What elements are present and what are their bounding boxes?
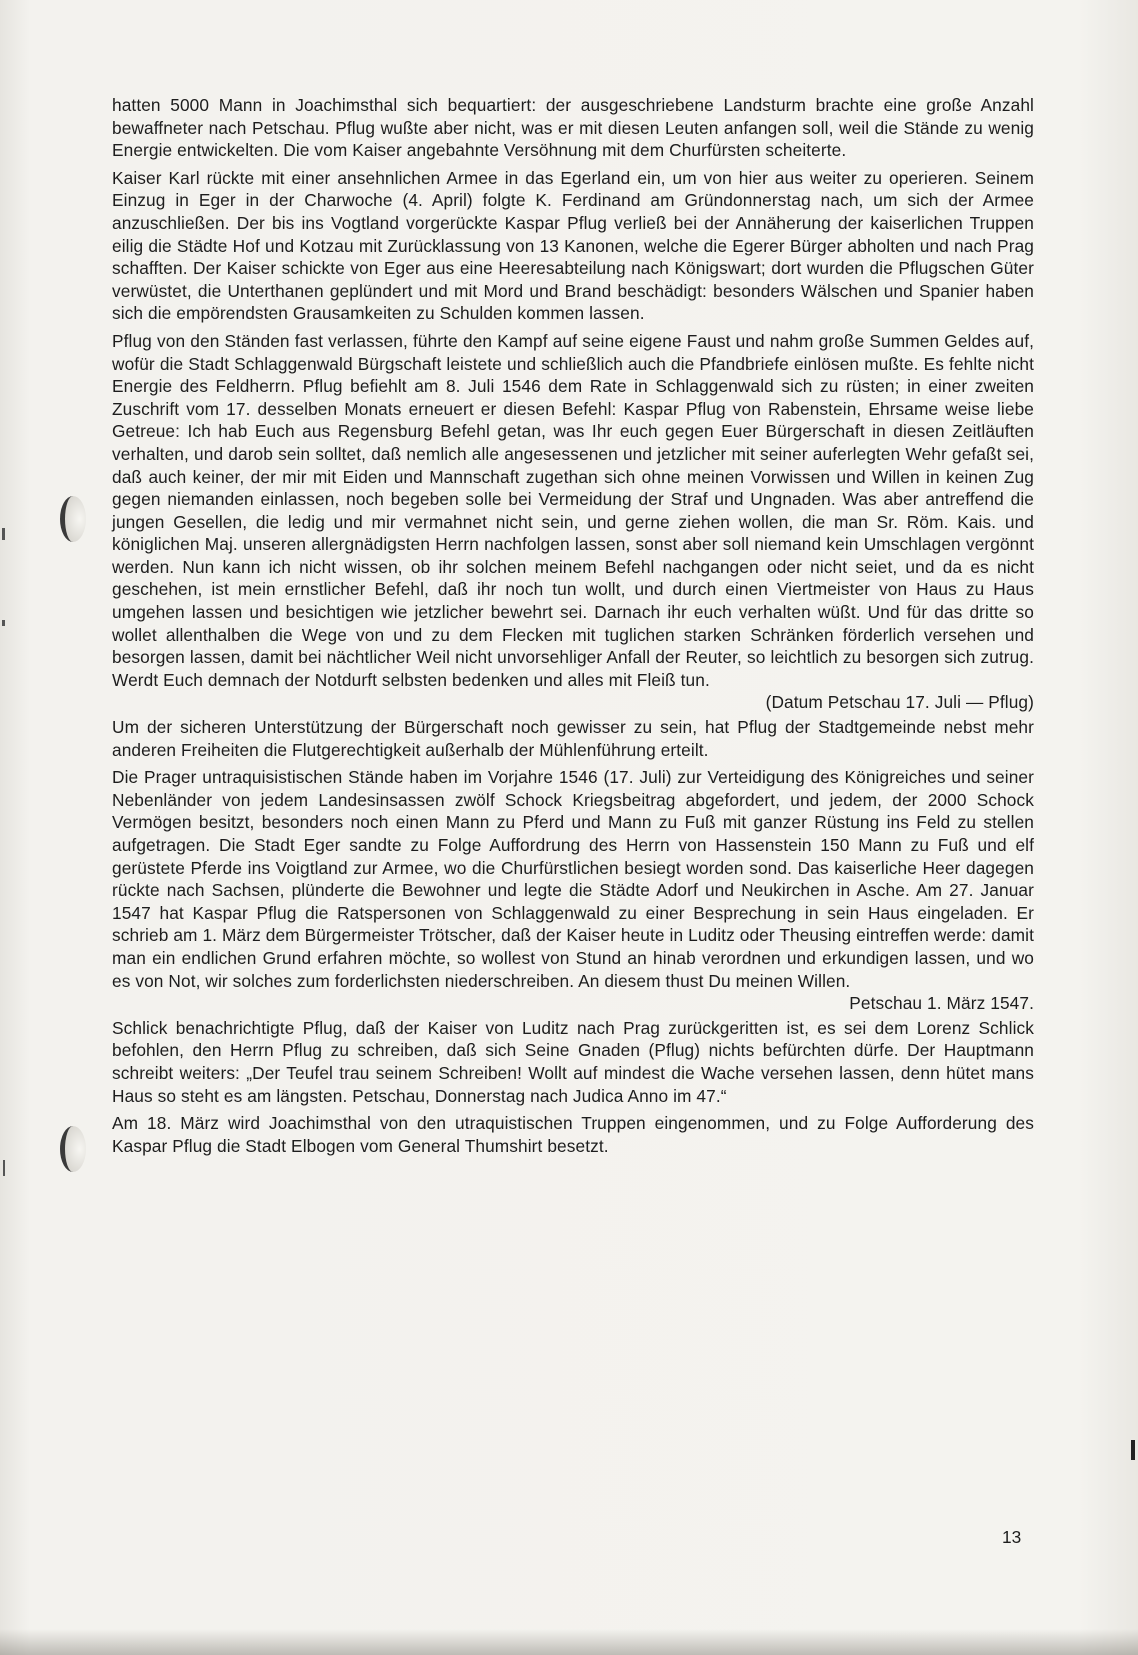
paragraph: Schlick benachrichtigte Pflug, daß der Kaiser von Luditz nach Prag zurückgeritten ist, es sei dem Lorenz Schlick befohlen, den Herrn Pflug zu schreiben, daß sich Seine Gnaden (Pflug) nichts befürchten dürfe. Der Hauptmann schreibt weiters: „Der Teufel trau seinem Schreiben! Wollt auf mindest die Wache versehen lassen, denn hütet mans Haus so steht es am längsten. Petschau, Donnerstag nach Judica Anno im 47.“ <box>112 1017 1034 1106</box>
binder-hole-icon <box>60 496 86 542</box>
edge-mark <box>2 620 5 626</box>
document-body <box>112 94 1034 1162</box>
page-edge-shadow <box>0 1629 1138 1655</box>
edge-mark <box>3 1160 5 1176</box>
edge-mark <box>2 528 5 540</box>
letter-signature: Petschau 1. März 1547. <box>849 993 1034 1014</box>
paragraph: Die Prager untraquisistischen Stände haben im Vorjahre 1546 (17. Juli) zur Verteidigung des Königreiches und seiner Nebenländer von jedem Landesinsassen zwölf Schock Kriegsbeitrag abgefordert, und jedem, der 2000 Schock Vermögen besitzt, besonders noch einen Mann zu Pferd und Mann zu Fuß mit ganzer Rüstung ins Feld zu stellen aufgetragen. Die Stadt Eger sandte zu Folge Auffordrung des Herrn von Hassenstein 150 Mann zu Fuß und elf gerüstete Pferde ins Voigtland zur Armee, wo die Churfürstlichen besiegt worden sond. Das kaiserliche Heer dagegen rückte nach Sachsen, plünderte die Bewohner und legte die Städte Adorf und Neukirchen in Asche. Am 27. Januar 1547 hat Kaspar Pflug die Ratspersonen von Schlaggenwald zu einer Besprechung in sein Haus eingeladen. Er schrieb am 1. März dem Bürgermeister Trötscher, daß der Kaiser heute in Luditz oder Theusing eintreffen werde: damit man ein endlichen Grund erfahren möchte, so wollest von Stund an hinab verordnen und erkundigen lassen, und wo es von Not, wir solches zum forderlichsten niederschreiben. An diesem thust Du meinen Willen. <box>112 767 1034 991</box>
letter-signature: (Datum Petschau 17. Juli — Pflug) <box>765 692 1034 713</box>
page-number: 13 <box>1002 1527 1022 1547</box>
paragraph: Um der sicheren Unterstützung der Bürgerschaft noch gewisser zu sein, hat Pflug der Stadtgemeinde nebst mehr anderen Freiheiten die Flutgerechtigkeit außerhalb der Mühlenführung erteilt. <box>112 717 1034 760</box>
paragraph: Kaiser Karl rückte mit einer ansehnlichen Armee in das Egerland ein, um von hier aus weiter zu operieren. Seinem Einzug in Eger in der Charwoche (4. April) folgte K. Ferdinand am Gründonnerstag nach, um sich der Armee anzuschließen. Der bis ins Vogtland vorgerückte Kaspar Pflug verließ bei der Annäherung der kaiserlichen Truppen eilig die Städte Hof und Kotzau mit Zurücklassung von 13 Kanonen, welche die Egerer Bürger abholten und nach Prag schafften. Der Kaiser schickte von Eger aus eine Heeresabteilung nach Königswart; dort wurden die Pflugschen Güter verwüstet, die Unterthanen geplündert und mit Mord und Brand beschädigt: besonders Wälschen und Spanier haben sich die empörendsten Grausamkeiten zu Schulden kommen lassen. <box>112 167 1034 324</box>
edge-mark <box>1131 1440 1135 1460</box>
paragraph: Am 18. März wird Joachimsthal von den utraquistischen Truppen eingenommen, und zu Folge Aufforderung des Kaspar Pflug die Stadt Elbogen vom General Thumshirt besetzt. <box>112 1113 1034 1156</box>
paragraph: Pflug von den Ständen fast verlassen, führte den Kampf auf seine eigene Faust und nahm große Summen Geldes auf, wofür die Stadt Schlaggenwald Bürgschaft leistete und schließlich auch die Pfandbriefe einlösen mußte. Es fehlte nicht Energie des Feldherrn. Pflug befiehlt am 8. Juli 1546 dem Rate in Schlaggenwald sich zu rüsten; in einer zweiten Zuschrift vom 17. desselben Monats erneuert er diesen Befehl: Kaspar Pflug von Rabenstein, Ehrsame weise liebe Getreue: Ich hab Euch aus Regensburg Befehl getan, was Ihr euch gegen Euer Bürgerschaft in diesen Zeitläuften verhalten, und darob sein solltet, daß nemlich alle angesessenen und jetzlicher mit seiner auferlegten Wehr gefaßt sei, daß auch keiner, der mir mit Eiden und Mannschaft zugethan sich ohne meinen Vorwissen und Willen in keinen Zug gegen niemanden einlassen, noch begeben solle bei Vermeidung der Straf und Ungnaden. Was aber antreffend die jungen Gesellen, die ledig und mir vermahnet nicht sein, und gerne ziehen wollen, die man Sr. Röm. Kais. und königlichen Maj. unseren allergnädigsten Herrn nachfolgen lassen, sonst aber soll niemand kein Umschlagen vergönnt werden. Nun kann ich nicht wissen, ob ihr solchen meinem Befehl nachgangen oder nicht seiet, und da es nicht geschehen, ist mein ernstlicher Befehl, daß ihr noch tun wollt, und durch einen Viertmeister von Haus zu Haus umgehen lassen und besichtigen wie jetzlicher bewehrt sei. Darnach ihr euch verhalten wüßt. Und für das dritte so wollet allenthalben die Wege von und zu dem Flecken mit tuglichen starken Schränken förderlich versehen und besorgen lassen, damit bei nächtlicher Weil nicht unvorsehliger Anfall der Reuter, so leichtlich zu besorgen sich zutrug. Werdt Euch demnach der Notdurft selbsten bedenken und alles mit Fleiß tun. <box>112 330 1034 690</box>
paragraph: hatten 5000 Mann in Joachimsthal sich bequartiert: der ausgeschriebene Landsturm brachte eine große Anzahl bewaffneter nach Petschau. Pflug wußte aber nicht, was er mit diesen Leuten anfangen soll, weil die Stände zu wenig Energie entwickelten. Die vom Kaiser angebahnte Versöhnung mit dem Churfürsten scheiterte. <box>112 95 1034 161</box>
binder-hole-icon <box>60 1126 86 1172</box>
